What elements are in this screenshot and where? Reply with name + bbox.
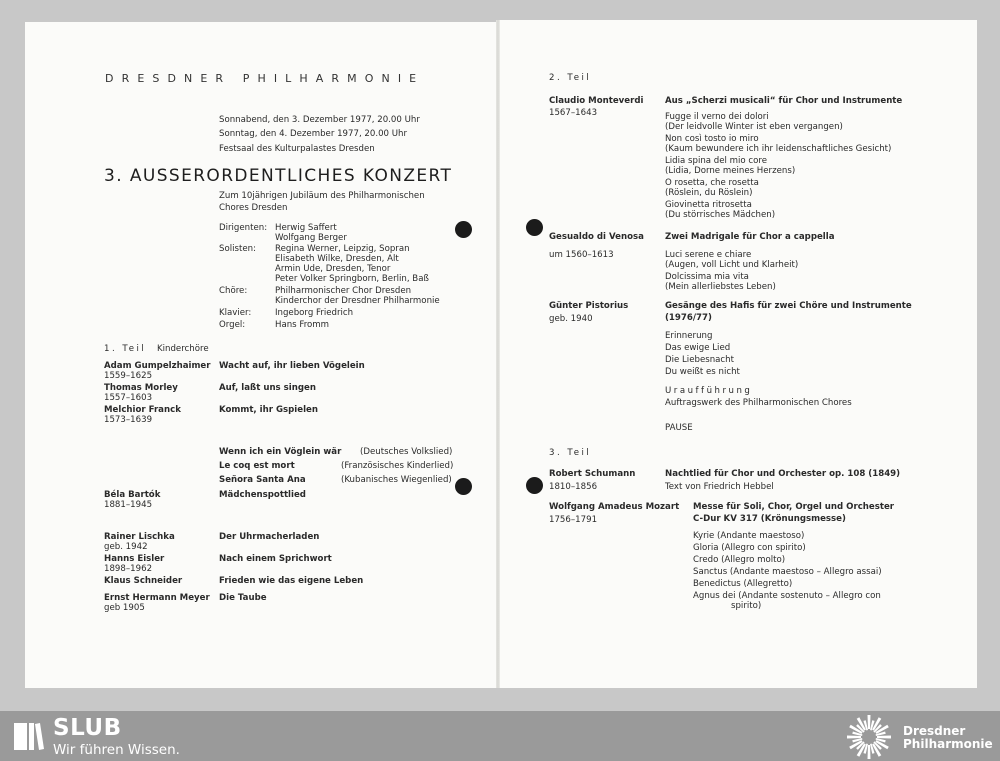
slub-logo-text: SLUB [53,715,122,741]
work-title: Die Taube [219,593,267,603]
piece-line: (Der leidvolle Winter ist eben vergangen) [665,122,843,132]
piece-line: (Augen, voll Licht und Klarheit) [665,260,799,270]
composer-dates: um 1560–1613 [549,250,614,260]
composer-name: Robert Schumann [549,469,636,479]
composer-dates: geb 1905 [104,603,145,613]
credit-organist: Hans Fromm [275,320,330,330]
work-title: Nach einem Sprichwort [219,554,332,564]
composer-name: Béla Bartók [104,490,161,500]
movement-line: Sanctus (Andante maestoso – Allegro assai) [693,567,882,577]
credit-soloist: Armin Ude, Dresden, Tenor [275,264,391,274]
piece-line: Du weißt es nicht [665,367,740,377]
credit-conductor: Herwig Saffert [275,223,337,233]
folk-song-title: Wenn ich ein Vöglein wär [219,447,342,457]
philharmonie-logo-line-2: Philharmonie [903,736,993,751]
punch-hole [455,221,472,238]
composer-dates: 1557–1603 [104,393,153,403]
composer-name: Thomas Morley [104,383,178,393]
composer-name: Ernst Hermann Meyer [104,593,210,603]
composer-dates: 1756–1791 [549,515,598,525]
commission-note: Auftragswerk des Philharmonischen Chores [665,398,852,408]
philharmonie-logo-line-1: Dresdner [903,724,966,738]
philharmonie-logo-icon [842,714,896,760]
composer-name: Wolfgang Amadeus Mozart [549,502,680,512]
work-title: Aus „Scherzi musicali“ für Chor und Instrumente [665,96,903,106]
part-1-label: 1. Teil [104,344,147,354]
movement-line: spirito) [731,601,762,611]
piece-line: Die Liebesnacht [665,355,734,365]
punch-hole [526,219,543,236]
composer-name: Günter Pistorius [549,301,629,311]
composer-name: Rainer Lischka [104,532,175,542]
piece-line: Fugge il verno dei dolori [665,112,769,122]
concert-date-2: Sonntag, den 4. Dezember 1977, 20.00 Uhr [219,129,408,139]
part-1-choir: Kinderchöre [157,344,209,354]
composer-name: Melchior Franck [104,405,181,415]
credit-soloist: Peter Volker Springborn, Berlin, Baß [275,274,429,284]
composer-name: Claudio Monteverdi [549,96,644,106]
movement-line: Agnus dei (Andante sostenuto – Allegro con [693,591,881,601]
movement-line: Kyrie (Andante maestoso) [693,531,805,541]
punch-hole [455,478,472,495]
composer-dates: geb. 1942 [104,542,148,552]
piece-line: Non così tosto io miro [665,134,759,144]
pause-label: PAUSE [665,423,693,433]
page-fold [496,20,500,688]
folk-song-origin: (Kubanisches Wiegenlied) [341,475,452,485]
punch-hole [526,477,543,494]
work-year: (1976/77) [665,313,712,323]
composer-dates: 1573–1639 [104,415,153,425]
credit-label-organ: Orgel: [219,320,246,330]
footer-bar [0,711,1000,761]
folk-song-title: Señora Santa Ana [219,475,306,485]
composer-dates: 1881–1945 [104,500,153,510]
piece-line: Luci serene e chiare [665,250,752,260]
credit-label-piano: Klavier: [219,308,252,318]
piece-line: (Kaum bewundere ich ihr leidenschaftliches Gesicht) [665,144,892,154]
work-title: Messe für Soli, Chor, Orgel und Orchester [693,502,895,512]
credit-choir: Kinderchor der Dresdner Philharmonie [275,296,440,306]
jubilee-line-1: Zum 10jährigen Jubiläum des Philharmonischen [219,191,425,201]
credit-label-conductors: Dirigenten: [219,223,268,233]
piece-line: (Röslein, du Röslein) [665,188,753,198]
work-title: Frieden wie das eigene Leben [219,576,364,586]
slub-tagline: Wir führen Wissen. [53,742,180,758]
slub-logo-icon [14,723,44,751]
piece-line: Giovinetta ritrosetta [665,200,752,210]
credit-soloist: Regina Werner, Leipzig, Sopran [275,244,410,254]
part-2-label: 2. Teil [549,73,592,83]
composer-dates: 1810–1856 [549,482,598,492]
work-title: Wacht auf, ihr lieben Vögelein [219,361,365,371]
piece-line: Erinnerung [665,331,713,341]
work-title: Mädchenspottlied [219,490,306,500]
part-3-label: 3. Teil [549,448,592,458]
folk-song-origin: (Französisches Kinderlied) [341,461,454,471]
credit-pianist: Ingeborg Friedrich [275,308,354,318]
philharmonie-logo-text [903,725,993,750]
composer-name: Adam Gumpelzhaimer [104,361,211,371]
composer-dates: 1898–1962 [104,564,153,574]
movement-line: Gloria (Allegro con spirito) [693,543,806,553]
movement-line: Credo (Allegro molto) [693,555,786,565]
composer-dates: 1567–1643 [549,108,598,118]
concert-title: 3. AUSSERORDENTLICHES KONZERT [104,166,453,186]
jubilee-line-2: Chores Dresden [219,203,288,213]
credit-label-soloists: Solisten: [219,244,256,254]
work-title: Nachtlied für Chor und Orchester op. 108 (1849) [665,469,901,479]
movement-line: Benedictus (Allegretto) [693,579,793,589]
composer-dates: geb. 1940 [549,314,593,324]
concert-date-1: Sonnabend, den 3. Dezember 1977, 20.00 Uhr [219,115,420,125]
piece-line: (Du störrisches Mädchen) [665,210,776,220]
concert-venue: Festsaal des Kulturpalastes Dresden [219,144,375,154]
premiere-note: Uraufführung [665,386,753,396]
composer-dates: 1559–1625 [104,371,153,381]
credit-label-choirs: Chöre: [219,286,248,296]
credit-conductor: Wolfgang Berger [275,233,347,243]
piece-line: (Mein allerliebstes Leben) [665,282,776,292]
piece-line: Das ewige Lied [665,343,731,353]
work-title: Zwei Madrigale für Chor a cappella [665,232,835,242]
piece-line: (Lidia, Dorne meines Herzens) [665,166,796,176]
orchestra-name: DRESDNER PHILHARMONIE [105,72,425,85]
composer-name: Hanns Eisler [104,554,165,564]
credit-choir: Philharmonischer Chor Dresden [275,286,412,296]
piece-line: Lidia spina del mio core [665,156,768,166]
folk-song-origin: (Deutsches Volkslied) [360,447,453,457]
work-title: Kommt, ihr Gspielen [219,405,318,415]
work-title: Der Uhrmacherladen [219,532,320,542]
credit-soloist: Elisabeth Wilke, Dresden, Alt [275,254,399,264]
composer-name: Gesualdo di Venosa [549,232,644,242]
work-title: Gesänge des Hafis für zwei Chöre und Instrumente [665,301,912,311]
piece-line: O rosetta, che rosetta [665,178,759,188]
piece-line: Dolcissima mia vita [665,272,749,282]
text-credit: Text von Friedrich Hebbel [665,482,774,492]
work-title: C-Dur KV 317 (Krönungsmesse) [693,514,846,524]
folk-song-title: Le coq est mort [219,461,295,471]
composer-name: Klaus Schneider [104,576,183,586]
work-title: Auf, laßt uns singen [219,383,316,393]
